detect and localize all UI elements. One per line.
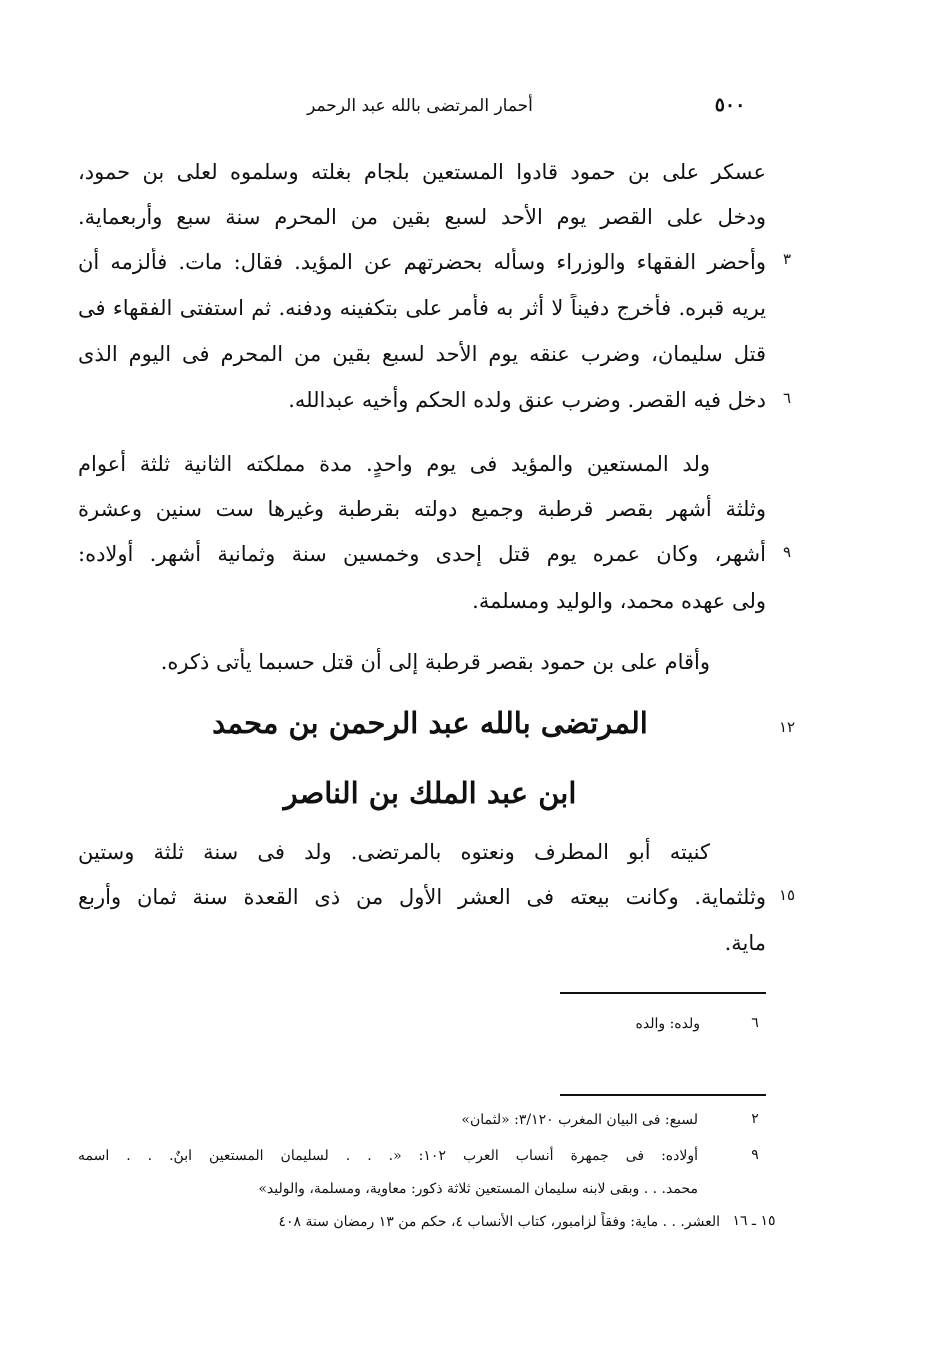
section-heading-continued: ابن عبد الملك بن الناصر [283, 776, 577, 810]
text-line: ولى عهده محمد، والوليد ومسلمة. [472, 589, 766, 613]
text-line: عسكر على بن حمود قادوا المستعين بلجام بغلته وسلموه لعلى بن حمود، [78, 160, 766, 184]
margin-line-number: ٣ [782, 250, 792, 268]
page-number: ٥٠٠ [714, 94, 746, 116]
margin-line-number: ٩ [782, 543, 792, 561]
footnote-number: ٢ [751, 1111, 759, 1127]
section-heading: المرتضى بالله عبد الرحمن بن محمد [212, 706, 648, 740]
text-line: كنيته أبو المطرف ونعتوه بالمرتضى. ولد فى سنة ثلثة وستين [78, 840, 710, 864]
footnote-number: ٩ [751, 1147, 759, 1163]
apparatus-divider [560, 992, 766, 994]
apparatus-line-number: ٦ [751, 1015, 759, 1031]
running-title: أحمار المرتضى بالله عبد الرحمر [307, 96, 533, 116]
footnote-divider [560, 1094, 766, 1096]
footnote-text: أولاده: فى جمهرة أنساب العرب ١٠٢: «. . . لسليمان المستعين ابنٌ. . . اسمه [78, 1148, 698, 1164]
text-line: دخل فيه القصر. وضرب عنق ولده الحكم وأخيه عبدالله. [288, 388, 766, 412]
footnote-text: لسبع: فى البيان المغرب ٣/١٢٠: «لثمان» [461, 1112, 698, 1128]
text-line: وأحضر الفقهاء والوزراء وسأله بحضرتهم عن المؤيد. فقال: مات. فألزمه أن [78, 250, 766, 274]
text-line: وأقام على بن حمود بقصر قرطبة إلى أن قتل حسبما يأتى ذكره. [160, 650, 710, 674]
footnote-number: ١٥ ـ ١٦ [732, 1213, 776, 1229]
text-line: ماية. [724, 931, 766, 955]
margin-line-number: ٦ [782, 389, 792, 407]
text-line: يريه قبره. فأخرج دفيناً لا أثر به فأمر على بتكفينه ودفنه. ثم استفتى الفقهاء فى [78, 296, 766, 320]
footnote-text: العشر. . . ماية: وفقاً لزامبور، كتاب الأنساب ٤، حكم من ١٣ رمضان سنة ٤٠٨ [278, 1214, 720, 1230]
footnote-text: محمد. . . وبقى لابنه سليمان المستعين ثلاثة ذكور: معاوية، ومسلمة، والوليد» [258, 1181, 698, 1197]
text-line: وثلثماية. وكانت بيعته فى العشر الأول من ذى القعدة سنة ثمان وأربع [78, 885, 766, 909]
text-line: ولد المستعين والمؤيد فى يوم واحدٍ. مدة مملكته الثانية ثلثة أعوام [78, 452, 710, 476]
text-line: قتل سليمان، وضرب عنقه يوم الأحد لسبع بقين من المحرم فى اليوم الذى [78, 342, 766, 366]
text-line: ودخل على القصر يوم الأحد لسبع بقين من المحرم سنة سبع وأربعماية. [78, 205, 766, 229]
margin-line-number: ١٢ [778, 718, 796, 736]
text-line: أشهر، وكان عمره يوم قتل إحدى وخمسين سنة وثمانية أشهر. أولاده: [78, 542, 766, 566]
apparatus-note: ولده: والده [635, 1016, 700, 1032]
margin-line-number: ١٥ [778, 886, 796, 904]
text-line: وثلثة أشهر بقصر قرطبة وجميع دولته بقرطبة وغيرها ست سنين وعشرة [78, 497, 766, 521]
